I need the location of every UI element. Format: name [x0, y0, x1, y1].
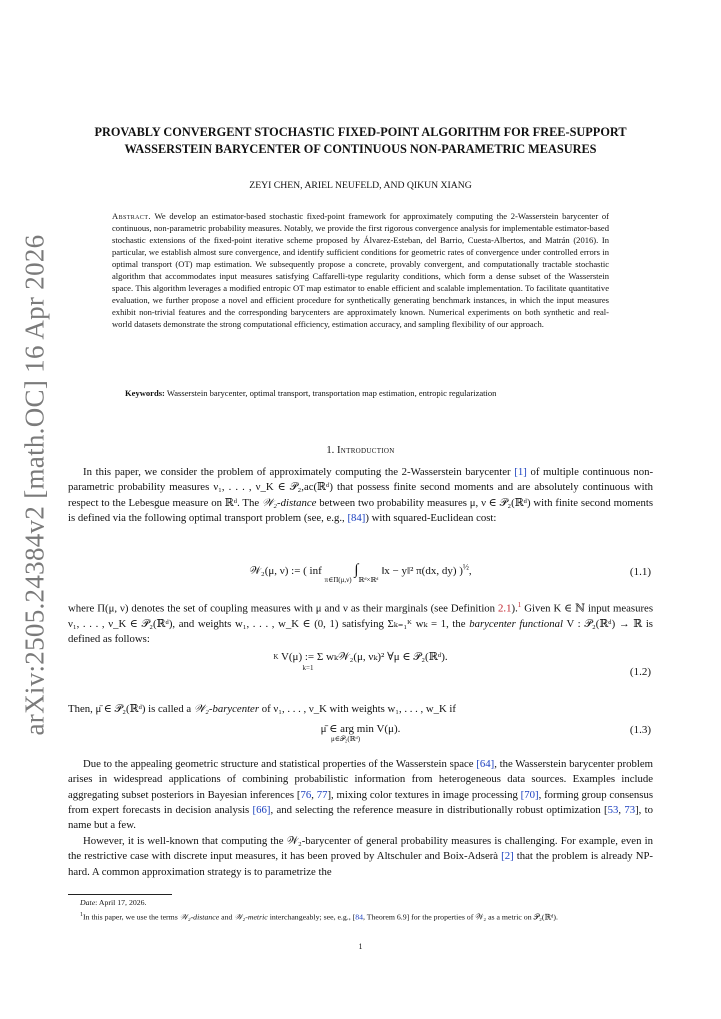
citation-link[interactable]: [70] — [520, 788, 539, 801]
equation-1-2 — [68, 650, 653, 690]
eq2-sum-top: K — [273, 653, 279, 662]
citation-link[interactable]: [1] — [514, 466, 527, 478]
p3-text-a: Then, μ̄ ∈ 𝒫₂(ℝᵈ) is called a — [68, 703, 192, 715]
date-value: : April 17, 2026. — [95, 898, 147, 907]
equation-1-3 — [68, 722, 653, 762]
eq1-power: ½ — [462, 562, 469, 572]
title-line-2: WASSERSTEIN BARYCENTER OF CONTINUOUS NON-PARAMETRIC MEASURES — [124, 142, 597, 156]
authors: ZEYI CHEN, ARIEL NEUFELD, AND QIKUN XIANG — [249, 180, 472, 191]
date-label: Date — [80, 898, 96, 907]
citation-link[interactable]: 73 — [624, 803, 636, 816]
eq1-lhs: 𝒲₂(μ, ν) := ( inf — [249, 565, 322, 577]
section-title: Introduction — [336, 445, 395, 456]
intro-paragraph-4: Due to the appealing geometric structure and statistical properties of the Wasserstein space [64], the Wasserstein barycenter problem arises in widespread applications of combining probabilistic information from heterogeneous data sources. Examples include aggregating subset posteriors in Bayesian inferences [76, 77], mixing color textures in image processing [70], forming group consensus from expert forecasts in decision analysis [66], and selecting the reference measure in distributionally robust optimization [53, 73], to name but a few. — [68, 758, 654, 832]
citation-link[interactable]: [64] — [476, 758, 495, 770]
intro-paragraph-5 — [68, 834, 653, 880]
arxiv-stamp-text: arXiv:2505.24384v2 [math.OC] 16 Apr 2026 — [19, 234, 50, 736]
eq1-tail: , — [468, 565, 472, 577]
p5-text-a: However, it is well-known that computing the 𝒲₂-barycenter of general probability measures is challenging. For example, even in the restrictive case with discrete input measures, it has been proved by Altschuler and Boix-Adserà — [68, 835, 653, 863]
abstract — [112, 210, 609, 330]
equation-number: (1.1) — [629, 566, 651, 578]
footnote-1 — [68, 910, 653, 923]
footnote-rule — [68, 894, 172, 895]
equation-1-2-body — [68, 650, 653, 672]
abstract-text: We develop an estimator-based stochastic fixed-point framework for approximately computing the 2-Wasserstein barycenter of continuous, non-parametric probability measures. Notably, we provide the first rigorous convergence analysis for implementable estimator-based stochastic extensions of the fixed-point iterative scheme proposed by Álvarez-Esteban, del Barrio, Cuesta-Albertos, and Matrán (2016). In particular, we establish almost sure convergence, and identify sufficient conditions for geometric rates of convergence under controlled errors in optimal transport (OT) map estimation. We subsequently propose a concrete, provably convergent, and computationally tractable stochastic algorithm that accommodates input measures satisfying Caffarelli-type regularity conditions, which form a dense subset of the Wasserstein space. This algorithm leverages a modified entropic OT map estimator to enable efficient and scalable implementation. To facilitate quantitative evaluation, we further propose a novel and efficient procedure for synthetically generating benchmark instances, in which the input measures exhibit non-trivial features and the corresponding barycenters are approximately known. Numerical experiments on both synthetic and real-world datasets demonstrate the strong computational efficiency, estimation accuracy, and sampling flexibility of our approach. — [112, 211, 609, 330]
section-heading — [60, 445, 661, 456]
fn-term-b: 𝒲₂-metric — [234, 912, 268, 922]
p4-text-a: Due to the appealing geometric structure and statistical properties of the Wasserstein space — [83, 758, 474, 770]
intro-paragraph-2 — [68, 598, 653, 647]
equation-1-3-body — [68, 722, 653, 744]
citation-link[interactable]: [66] — [252, 803, 271, 816]
page-number: 1 — [358, 942, 363, 951]
footnote-marker[interactable]: 1 — [517, 601, 522, 609]
date-footnote — [68, 897, 665, 908]
intro-paragraph-1 — [68, 465, 653, 526]
p1-text-a: In this paper, we consider the problem of approximately computing the 2-Wasserstein barycenter — [83, 466, 511, 478]
fn-text-e: interchangeably; see, e.g., [ — [269, 912, 356, 922]
equation-number: (1.3) — [629, 724, 651, 736]
section-number: 1. — [326, 445, 335, 456]
p2-text-c: Given K ∈ ℕ input measures ν₁, . . . , ν_K ∈ 𝒫₂(ℝᵈ), and weights w₁, . . . , w_K ∈ (0, 1) satisfying Σₖ₌₁ᴷ wₖ = 1, the — [68, 602, 654, 630]
citation-link[interactable]: [2] — [501, 850, 514, 863]
eq2-body: V(μ) := Σ wₖ𝒲₂(μ, νₖ)² ∀μ ∈ 𝒫₂(ℝᵈ). — [280, 651, 448, 663]
fn-term-a: 𝒲₂-distance — [179, 912, 220, 922]
fn-text-a: In this paper, we use the terms — [83, 912, 178, 922]
p3-term: 𝒲₂-barycenter — [193, 703, 260, 715]
equation-1-1-body — [68, 562, 653, 584]
eq1-int-sub: ℝᵈ×ℝᵈ — [358, 576, 379, 584]
keywords-label: Keywords: — [125, 388, 165, 398]
eq2-sum-bottom: k=1 — [302, 664, 314, 672]
abstract-heading: Abstract. — [112, 211, 151, 221]
p2-text-a: where Π(μ, ν) denotes the set of coupling measures with μ and ν as their marginals (see Definition — [68, 602, 496, 615]
p5-text-b: that the problem is already NP-hard. A common approximation strategy is to parametrize the — [68, 850, 654, 878]
eq3-body: μ̄ ∈ arg min V(μ). — [320, 723, 401, 735]
eq1-integral: ∫ — [354, 562, 359, 578]
p2-term: barycenter functional — [469, 617, 563, 630]
p2-text-b: ). — [511, 602, 518, 615]
citation-link[interactable]: 77 — [316, 788, 328, 801]
p4-text-b: , the Wasserstein barycenter problem arises in widespread applications of combining probabilistic information from heterogeneous data sources. Examples include aggregating subset posteriors in Bayesian inferences — [68, 758, 654, 801]
eq1-integrand: ‖x − y‖² π(dx, dy) ) — [381, 565, 463, 577]
footnote-mark: 1 — [80, 912, 83, 918]
paper-title — [60, 124, 661, 158]
keywords — [125, 388, 609, 398]
fn-text-f: , Theorem 6.9] for the properties of 𝒲₂ as a metric on 𝒫₂(ℝᵈ). — [363, 912, 558, 922]
equation-1-1 — [68, 558, 653, 598]
eq1-inf-sub: π∈Π(μ,ν) — [324, 576, 352, 584]
equation-number: (1.2) — [629, 666, 651, 678]
citation-link[interactable]: 76 — [300, 788, 312, 801]
p1-text-b: of multiple continuous non-parametric probability measures ν₁, . . . , ν_K ∈ 𝒫₂,ac(ℝᵈ) that possess finite second moments and are absolutely continuous with respect to the Lebesgue measure on ℝᵈ. The — [68, 466, 654, 509]
p4-text-d: , forming group consensus from expert forecasts in decision analysis — [68, 788, 654, 816]
definition-link[interactable]: 2.1 — [498, 602, 512, 615]
arxiv-stamp — [12, 234, 58, 736]
citation-link[interactable]: 84 — [355, 912, 364, 922]
eq3-sub: μ∈𝒫₂(ℝᵈ) — [330, 735, 361, 743]
p1-text-e: ) with squared-Euclidean cost: — [365, 511, 497, 524]
keywords-text: Wasserstein barycenter, optimal transport, transportation map estimation, entropic regularization — [166, 388, 497, 398]
p4-text-e: , and selecting the reference measure in distributionally robust optimization — [270, 803, 601, 816]
p4-text-f: , to name but a few. — [68, 803, 653, 832]
p1-term: 𝒲₂-distance — [262, 496, 317, 509]
title-line-1: PROVABLY CONVERGENT STOCHASTIC FIXED-POINT ALGORITHM FOR FREE-SUPPORT — [94, 125, 627, 139]
p3-text-c: of ν₁, . . . , ν_K with weights w₁, . . . , w_K if — [261, 703, 456, 715]
intro-paragraph-3 — [68, 702, 653, 717]
fn-text-c: and — [221, 912, 233, 922]
citation-link[interactable]: 53 — [607, 803, 619, 816]
p1-text-d: between two probability measures μ, ν ∈ 𝒫₂(ℝᵈ) with finite second moments is defined via the following optimal transport problem (see, e.g., — [68, 496, 654, 524]
p2-text-e: V : 𝒫₂(ℝᵈ) → ℝ is defined as follows: — [68, 617, 653, 646]
p4-text-c: , mixing color textures in image processing — [331, 788, 518, 801]
citation-link[interactable]: [84] — [347, 511, 366, 524]
